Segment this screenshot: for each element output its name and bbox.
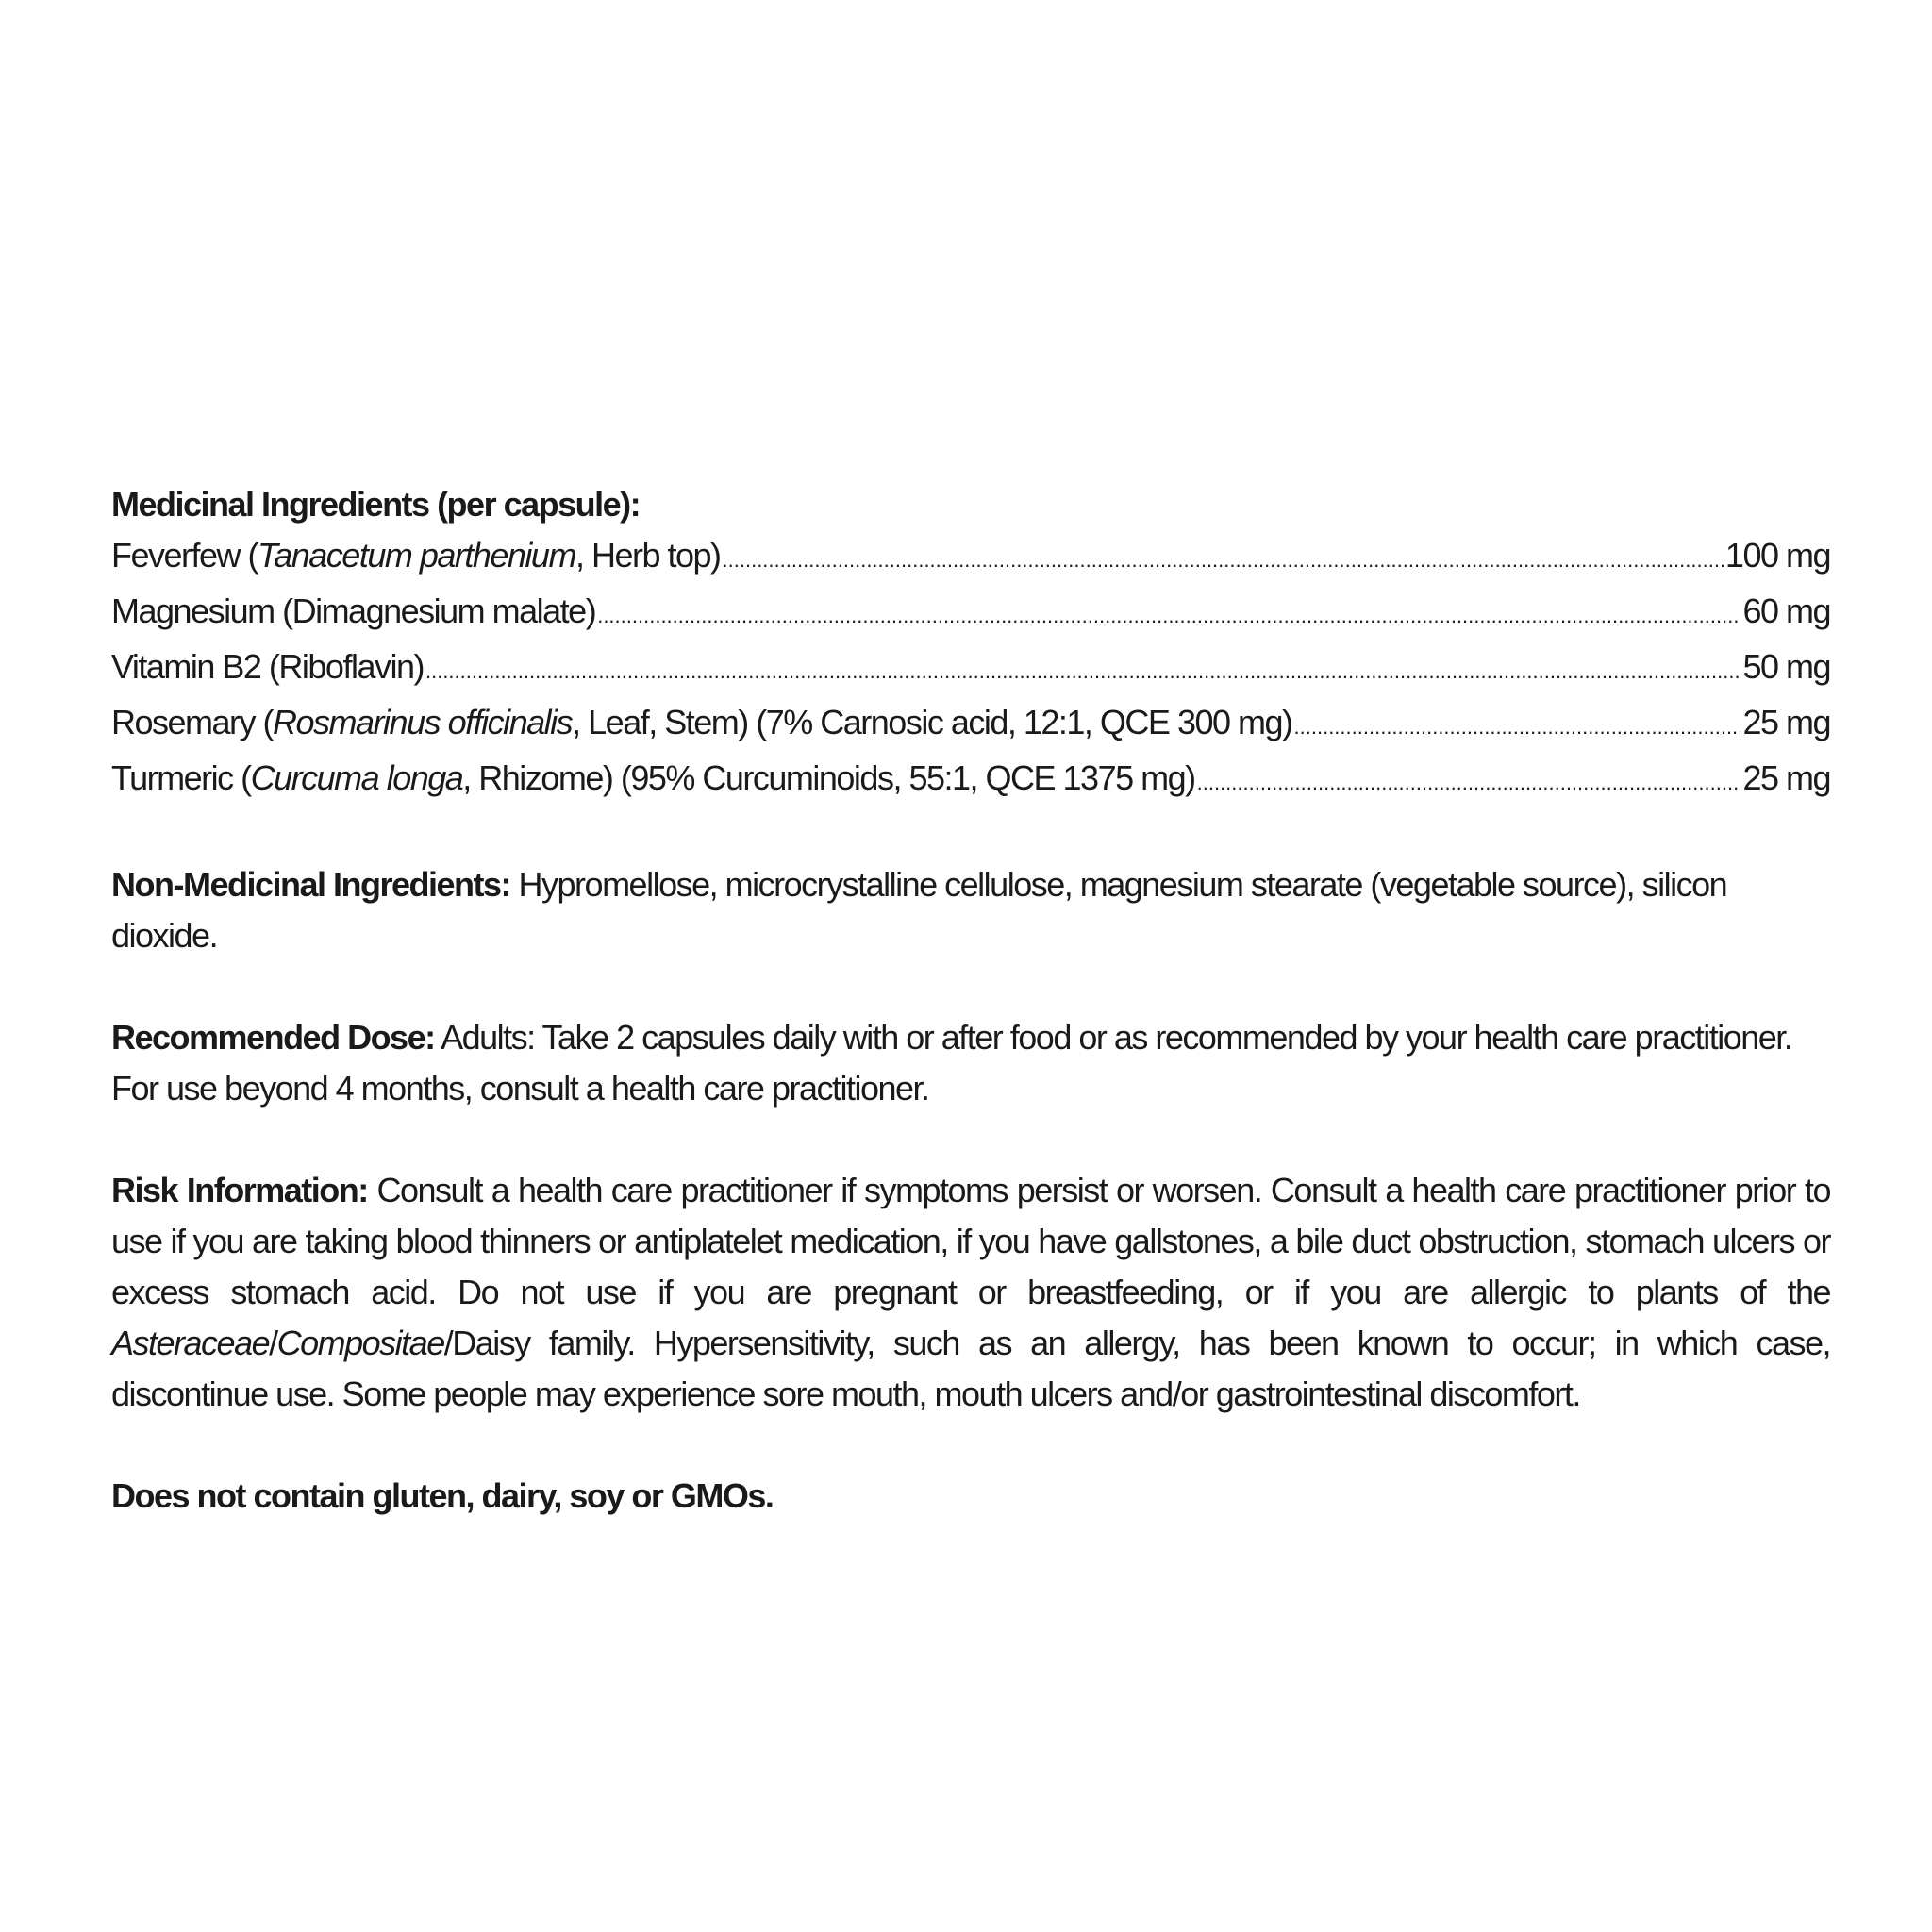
ingredient-amount: 60 mg [1742,591,1830,630]
non-medicinal-ingredients-section [111,859,1830,961]
ingredient-row-rosemary [111,697,1830,753]
ingredient-amount: 25 mg [1742,703,1830,741]
ingredient-row-vitamin-b2 [111,641,1830,697]
dot-leader [1294,702,1741,753]
dot-leader [597,591,1740,641]
ingredient-row-magnesium [111,586,1830,641]
risk-information-section [111,1165,1830,1420]
dot-leader [723,535,1724,586]
recommended-dose-text: Adults: Take 2 capsules daily with or after food or as recommended by your health care practitioner. For use beyond 4 months, consult a health care practitioner. [111,1018,1792,1108]
risk-information-text-continued: /Daisy family. Hypersensitivity, such as an allergy, has been known to occur; in which case, discontinue use. Some people may experience sore mouth, mouth ulcers and/or gastrointestinal discomfort. [111,1324,1830,1413]
risk-information-label: Risk Information: [111,1171,368,1209]
ingredient-name: Turmeric (Curcuma longa, Rhizome) (95% Curcuminoids, 55:1, QCE 1375 mg) [111,758,1195,797]
plant-family-asteraceae: Asteraceae [111,1324,270,1362]
plant-family-separator: / [269,1324,277,1362]
product-label [111,479,1830,1522]
dot-leader [425,646,1740,697]
ingredient-name: Vitamin B2 (Riboflavin) [111,647,424,686]
ingredient-name: Rosemary (Rosmarinus officinalis, Leaf, Stem) (7% Carnosic acid, 12:1, QCE 300 mg) [111,703,1292,741]
plant-family-compositae: Compositae [276,1324,444,1362]
medicinal-ingredients-section [111,479,1830,808]
ingredient-row-feverfew [111,530,1830,586]
medicinal-ingredients-heading: Medicinal Ingredients (per capsule): [111,485,641,524]
recommended-dose-section [111,1012,1830,1114]
recommended-dose-label: Recommended Dose: [111,1018,435,1057]
allergen-free-statement: Does not contain gluten, dairy, soy or GMOs. [111,1476,774,1515]
ingredient-amount: 50 mg [1742,647,1830,686]
risk-information-text: Consult a health care practitioner if symptoms persist or worsen. Consult a health care practitioner prior to use if you are taking blood thinners or antiplatelet medication, if you have gallstones, a bile duct obstruction, stomach ulcers or excess stomach acid. Do not use if you are pregnant or breastfeeding, or if you are allergic to plants of the [111,1171,1831,1311]
non-medicinal-label: Non-Medicinal Ingredients: [111,865,511,904]
ingredient-name: Magnesium (Dimagnesium malate) [111,591,596,630]
ingredient-amount: 25 mg [1742,758,1830,797]
non-medicinal-text: Hypromellose, microcrystalline cellulose, magnesium stearate (vegetable source), silicon dioxide. [111,865,1727,955]
ingredient-row-turmeric [111,753,1830,808]
ingredient-amount: 100 mg [1724,536,1830,575]
dot-leader [1197,758,1741,808]
ingredient-name: Feverfew (Tanacetum parthenium, Herb top) [111,536,721,575]
